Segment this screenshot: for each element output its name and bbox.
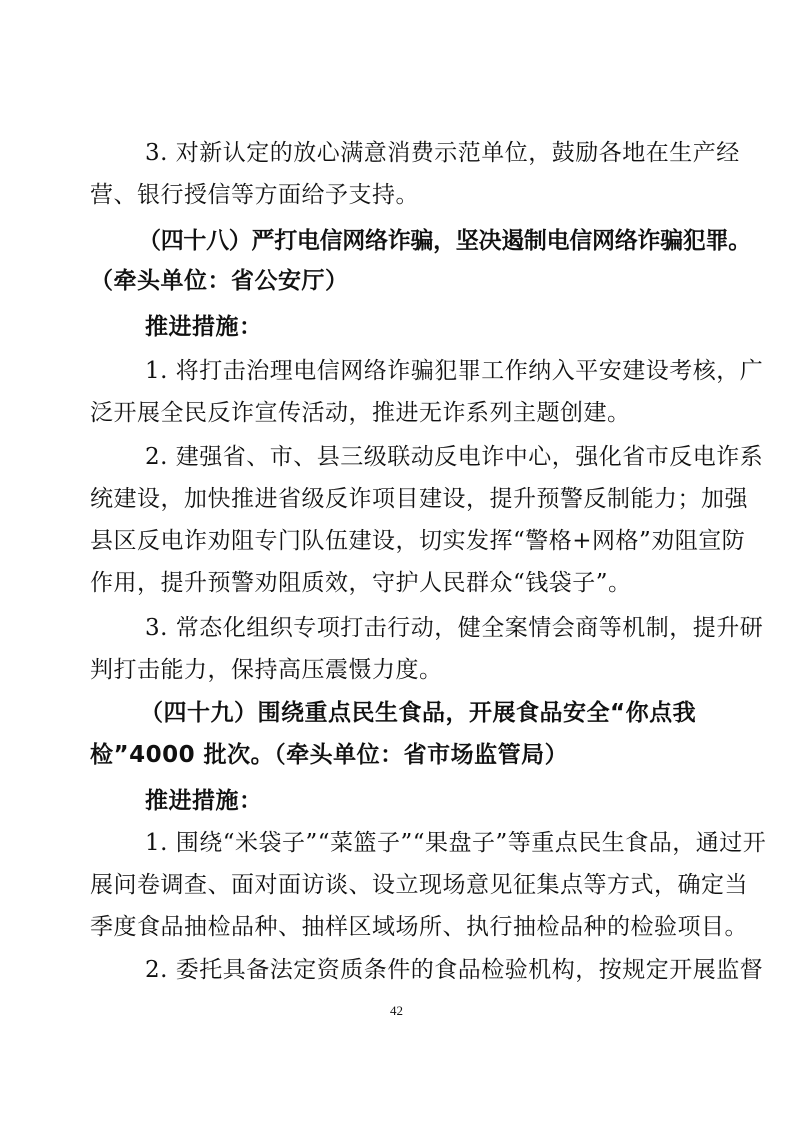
paragraph-line: 3. 常态化组织专项打击行动，健全案情会商等机制，提升研 <box>145 615 764 641</box>
paragraph-line: 作用，提升预警劝阻质效，守护人民群众“钱袋子”。 <box>90 570 632 596</box>
paragraph-line: 1. 围绕“米袋子”“菜篮子”“果盘子”等重点民生食品，通过开 <box>145 830 767 856</box>
paragraph-line: 2. 建强省、市、县三级联动反电诈中心，强化省市反电诈系 <box>145 444 764 470</box>
paragraph-line: 展问卷调查、面对面访谈、设立现场意见征集点等方式，确定当 <box>90 872 748 898</box>
page-number: 42 <box>390 1003 403 1018</box>
measures-label: 推进措施： <box>145 314 263 340</box>
paragraph-line: 统建设，加快推进省级反诈项目建设，提升预警反制能力；加强 <box>90 486 748 512</box>
paragraph-line: 1. 将打击治理电信网络诈骗犯罪工作纳入平安建设考核，广 <box>145 358 764 384</box>
measures-label: 推进措施： <box>145 788 263 814</box>
paragraph-line: 判打击能力，保持高压震慑力度。 <box>90 657 443 683</box>
paragraph-line: 3. 对新认定的放心满意消费示范单位，鼓励各地在生产经 <box>145 140 740 166</box>
section-heading: （牵头单位：省公安厅） <box>90 268 349 294</box>
paragraph-line: 2. 委托具备法定资质条件的食品检验机构，按规定开展监督 <box>145 957 764 983</box>
section-heading: （四十九）围绕重点民生食品，开展食品安全“你点我 <box>140 700 697 726</box>
paragraph-line: 季度食品抽检品种、抽样区域场所、执行抽检品种的检验项目。 <box>90 914 748 940</box>
section-heading: 检”4000 批次。（牵头单位：省市场监管局） <box>90 742 569 768</box>
paragraph-line: 营、银行授信等方面给予支持。 <box>90 182 419 208</box>
paragraph-line: 泛开展全民反诈宣传活动，推进无诈系列主题创建。 <box>90 400 631 426</box>
paragraph-line: 县区反电诈劝阻专门队伍建设，切实发挥“警格+网格”劝阻宣防 <box>90 528 746 554</box>
section-heading: （四十八）严打电信网络诈骗，坚决遏制电信网络诈骗犯罪。 <box>138 228 751 254</box>
